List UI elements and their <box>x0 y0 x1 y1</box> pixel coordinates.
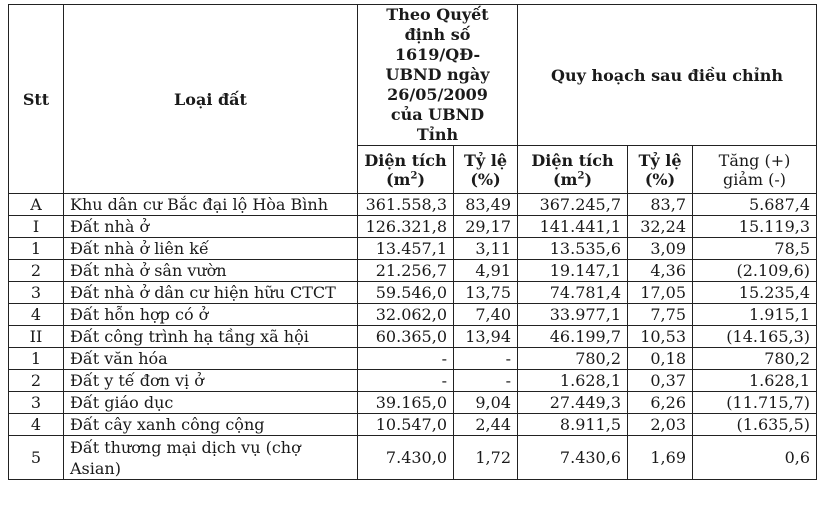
cell-dien-tich-2: 367.245,7 <box>518 194 628 216</box>
cell-tang-giam: 15.235,4 <box>693 282 817 304</box>
header-dien-tich-2 <box>518 146 628 194</box>
cell-dien-tich-2: 7.430,6 <box>518 436 628 480</box>
cell-dien-tich-2: 19.147,1 <box>518 260 628 282</box>
cell-ty-le-1: 7,40 <box>454 304 518 326</box>
cell-name: Đất nhà ở dân cư hiện hữu CTCT <box>64 282 358 304</box>
cell-name: Đất giáo dục <box>64 392 358 414</box>
cell-name: Đất nhà ở <box>64 216 358 238</box>
cell-stt: 2 <box>9 370 64 392</box>
header-dien-tich-1-unit: (m <box>385 169 411 189</box>
cell-ty-le-2: 83,7 <box>628 194 693 216</box>
cell-dien-tich-1: 21.256,7 <box>358 260 454 282</box>
cell-ty-le-2: 7,75 <box>628 304 693 326</box>
table-row <box>9 194 817 216</box>
cell-ty-le-1: 13,75 <box>454 282 518 304</box>
cell-ty-le-2: 0,37 <box>628 370 693 392</box>
header-ty-le-1-label: Tỷ lệ <box>463 150 508 170</box>
cell-ty-le-1: 83,49 <box>454 194 518 216</box>
cell-dien-tich-1: 126.321,8 <box>358 216 454 238</box>
header-ty-le-2 <box>628 146 693 194</box>
header-ty-le-2-label: Tỷ lệ <box>638 150 682 170</box>
table-row <box>9 370 817 392</box>
cell-name: Đất hỗn hợp có ở <box>64 304 358 326</box>
header-dien-tich-2-label: Diện tích <box>531 150 614 170</box>
cell-stt: 5 <box>9 436 64 480</box>
table-row <box>9 414 817 436</box>
cell-tang-giam: 15.119,3 <box>693 216 817 238</box>
cell-ty-le-2: 3,09 <box>628 238 693 260</box>
table-row <box>9 436 817 480</box>
cell-ty-le-1: 13,94 <box>454 326 518 348</box>
cell-tang-giam: 78,5 <box>693 238 817 260</box>
cell-dien-tich-2: 74.781,4 <box>518 282 628 304</box>
cell-tang-giam: 1.915,1 <box>693 304 817 326</box>
cell-dien-tich-2: 13.535,6 <box>518 238 628 260</box>
cell-stt: A <box>9 194 64 216</box>
cell-name: Đất thương mại dịch vụ (chợ Asian) <box>64 436 358 480</box>
cell-tang-giam: (2.109,6) <box>693 260 817 282</box>
cell-stt: 3 <box>9 392 64 414</box>
cell-ty-le-2: 4,36 <box>628 260 693 282</box>
cell-ty-le-2: 2,03 <box>628 414 693 436</box>
cell-ty-le-1: - <box>454 348 518 370</box>
cell-dien-tich-1: - <box>358 348 454 370</box>
cell-tang-giam: 1.628,1 <box>693 370 817 392</box>
cell-dien-tich-1: 32.062,0 <box>358 304 454 326</box>
cell-ty-le-1: 4,91 <box>454 260 518 282</box>
table-row <box>9 282 817 304</box>
table-row <box>9 238 817 260</box>
cell-ty-le-2: 32,24 <box>628 216 693 238</box>
cell-name: Đất nhà ở liên kế <box>64 238 358 260</box>
cell-stt: 1 <box>9 238 64 260</box>
cell-name: Đất cây xanh công cộng <box>64 414 358 436</box>
cell-stt: 1 <box>9 348 64 370</box>
cell-name: Đất nhà ở sân vườn <box>64 260 358 282</box>
cell-name: Khu dân cư Bắc đại lộ Hòa Bình <box>64 194 358 216</box>
table-row <box>9 260 817 282</box>
cell-ty-le-1: 1,72 <box>454 436 518 480</box>
header-stt: Stt <box>9 5 64 194</box>
header-dien-tich-2-close: ) <box>584 169 593 189</box>
table-row <box>9 348 817 370</box>
header-dien-tich-1-label: Diện tích <box>364 150 447 170</box>
header-dien-tich-2-unit: (m <box>552 169 578 189</box>
cell-ty-le-2: 0,18 <box>628 348 693 370</box>
cell-stt: I <box>9 216 64 238</box>
cell-ty-le-2: 1,69 <box>628 436 693 480</box>
land-use-table <box>8 4 817 480</box>
cell-name: Đất công trình hạ tầng xã hội <box>64 326 358 348</box>
cell-dien-tich-1: 361.558,3 <box>358 194 454 216</box>
cell-ty-le-1: - <box>454 370 518 392</box>
cell-tang-giam: (11.715,7) <box>693 392 817 414</box>
cell-dien-tich-1: 39.165,0 <box>358 392 454 414</box>
header-ty-le-1 <box>454 146 518 194</box>
cell-dien-tich-2: 33.977,1 <box>518 304 628 326</box>
header-dien-tich-1 <box>358 146 454 194</box>
header-dien-tich-1-sup: 2 <box>410 170 418 182</box>
cell-name: Đất y tế đơn vị ở <box>64 370 358 392</box>
cell-ty-le-2: 17,05 <box>628 282 693 304</box>
cell-stt: 2 <box>9 260 64 282</box>
header-quy-hoach: Quy hoạch sau điều chỉnh <box>518 5 817 146</box>
header-dien-tich-1-close: ) <box>417 169 426 189</box>
cell-dien-tich-2: 780,2 <box>518 348 628 370</box>
table-row <box>9 326 817 348</box>
cell-dien-tich-2: 27.449,3 <box>518 392 628 414</box>
cell-stt: 4 <box>9 414 64 436</box>
header-dien-tich-2-sup: 2 <box>577 170 585 182</box>
cell-stt: 3 <box>9 282 64 304</box>
table-row <box>9 304 817 326</box>
cell-dien-tich-1: 7.430,0 <box>358 436 454 480</box>
header-loai-dat: Loại đất <box>64 5 358 194</box>
table-row <box>9 392 817 414</box>
cell-dien-tich-1: 10.547,0 <box>358 414 454 436</box>
cell-tang-giam: (14.165,3) <box>693 326 817 348</box>
cell-name: Đất văn hóa <box>64 348 358 370</box>
cell-tang-giam: 5.687,4 <box>693 194 817 216</box>
cell-ty-le-1: 29,17 <box>454 216 518 238</box>
cell-ty-le-1: 9,04 <box>454 392 518 414</box>
cell-dien-tich-2: 8.911,5 <box>518 414 628 436</box>
cell-ty-le-1: 3,11 <box>454 238 518 260</box>
cell-tang-giam: (1.635,5) <box>693 414 817 436</box>
cell-dien-tich-1: 60.365,0 <box>358 326 454 348</box>
header-ty-le-2-unit: (%) <box>644 169 676 189</box>
cell-dien-tich-2: 46.199,7 <box>518 326 628 348</box>
cell-dien-tich-1: 59.546,0 <box>358 282 454 304</box>
cell-dien-tich-1: - <box>358 370 454 392</box>
cell-dien-tich-2: 1.628,1 <box>518 370 628 392</box>
cell-tang-giam: 780,2 <box>693 348 817 370</box>
header-theo-quyet-dinh: Theo Quyết định số 1619/QĐ-UBND ngày 26/05/2009 của UBND Tỉnh <box>358 5 518 146</box>
cell-dien-tich-1: 13.457,1 <box>358 238 454 260</box>
cell-ty-le-2: 10,53 <box>628 326 693 348</box>
cell-ty-le-2: 6,26 <box>628 392 693 414</box>
cell-ty-le-1: 2,44 <box>454 414 518 436</box>
header-ty-le-1-unit: (%) <box>470 169 501 189</box>
header-tang-giam: Tăng (+) giảm (-) <box>693 146 817 194</box>
cell-tang-giam: 0,6 <box>693 436 817 480</box>
cell-stt: 4 <box>9 304 64 326</box>
table-row <box>9 216 817 238</box>
cell-dien-tich-2: 141.441,1 <box>518 216 628 238</box>
cell-stt: II <box>9 326 64 348</box>
